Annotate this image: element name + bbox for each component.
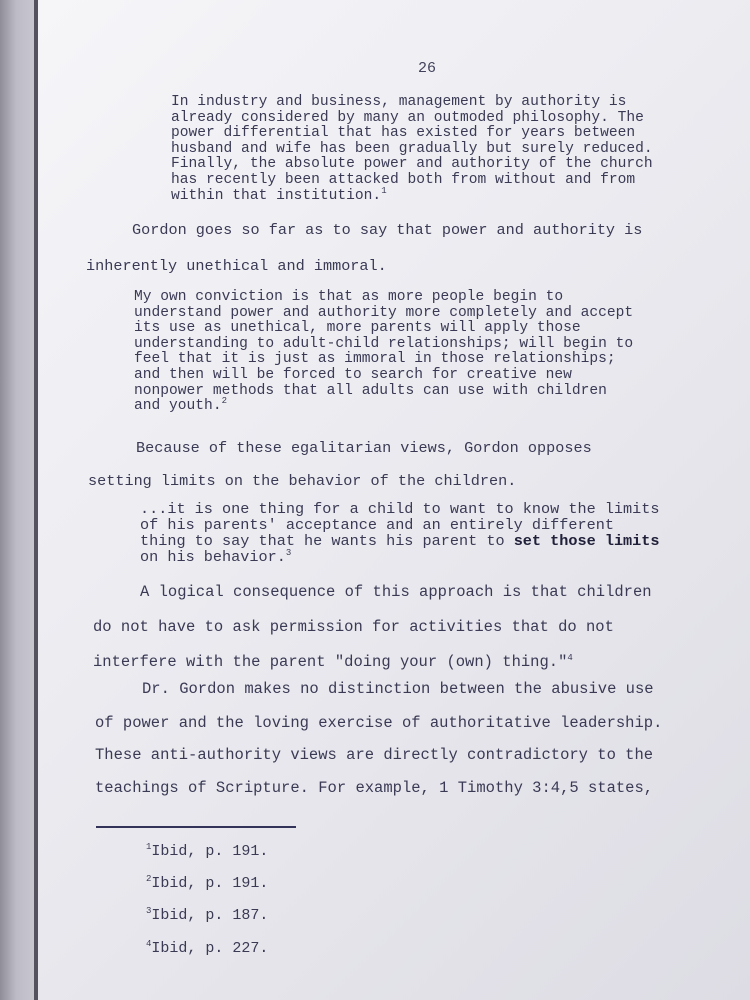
block-quote-1 — [171, 95, 741, 204]
paragraph-2-line-1: Because of these egalitarian views, Gordon opposes — [136, 439, 592, 457]
book-spine-shadow — [0, 0, 36, 1000]
paragraph-4-line-4: teachings of Scripture. For example, 1 Timothy 3:4,5 states, — [95, 779, 654, 797]
footnote-1-number: 1 — [146, 842, 152, 852]
footnote-3-number: 3 — [146, 906, 152, 916]
paragraph-3-line-2: do not have to ask permission for activities that do not — [93, 618, 614, 636]
footnote-1-text: Ibid, p. 191. — [151, 843, 269, 860]
block-quote-3-line-2: of his parents' acceptance and an entirely different — [140, 516, 614, 534]
footnote-ref-1: 1 — [381, 185, 387, 196]
block-quote-3-line-3-text: thing to say that he wants his parent to — [140, 532, 514, 550]
paragraph-1-line-2: inherently unethical and immoral. — [86, 257, 387, 275]
footnote-4 — [146, 940, 268, 957]
footnote-2-number: 2 — [146, 874, 152, 884]
footnote-4-text: Ibid, p. 227. — [151, 940, 269, 957]
paragraph-3-line-3-text: interfere with the parent "doing your (own) thing." — [93, 653, 568, 671]
block-quote-3-line-4-text: on his behavior. — [140, 548, 286, 566]
footnote-4-number: 4 — [146, 939, 152, 949]
paragraph-4-line-1: Dr. Gordon makes no distinction between the abusive use — [142, 680, 654, 698]
page-number: 26 — [418, 60, 437, 77]
footnote-3-text: Ibid, p. 187. — [151, 907, 269, 924]
footnote-3 — [146, 907, 268, 924]
footnote-2-text: Ibid, p. 191. — [151, 875, 269, 892]
footnote-separator — [96, 826, 296, 828]
footnote-1 — [146, 843, 268, 860]
book-page — [38, 0, 750, 1000]
footnote-ref-4: 4 — [567, 653, 573, 663]
paragraph-2-line-2: setting limits on the behavior of the children. — [88, 472, 517, 490]
footnote-ref-2: 2 — [221, 396, 227, 407]
block-quote-2 — [134, 290, 704, 415]
block-quote-3-line-4 — [140, 548, 291, 566]
paragraph-4-line-3: These anti-authority views are directly contradictory to the — [95, 746, 654, 764]
footnote-ref-3: 3 — [285, 548, 292, 558]
paragraph-1-line-1: Gordon goes so far as to say that power and authority is — [132, 221, 643, 239]
paragraph-3-line-3 — [93, 653, 573, 671]
paragraph-4-line-2: of power and the loving exercise of authoritative leadership. — [95, 714, 663, 732]
highlighted-phrase: set those limits — [513, 532, 660, 550]
block-quote-2-text: My own conviction is that as more people begin to understand power and authority more completely and accept its use as unethical, more parents will apply those understanding to adult-child relationships; will begin to feel that it is just as immoral in those relationships; and then will be forced to search for creative new nonpower methods that all adults can use with children and youth. — [134, 289, 634, 415]
block-quote-1-text: In industry and business, management by authority is already considered by many an outmoded philosophy. The power differential that has existed for years between husband and wife has been gradually but surely reduced. Finally, the absolute power and authority of the church has recently been attacked both from without and from within that institution. — [171, 94, 653, 204]
paragraph-3-line-1: A logical consequence of this approach is that children — [140, 583, 652, 601]
block-quote-3-line-1: ...it is one thing for a child to want to know the limits — [140, 500, 660, 518]
footnote-2 — [146, 875, 268, 892]
